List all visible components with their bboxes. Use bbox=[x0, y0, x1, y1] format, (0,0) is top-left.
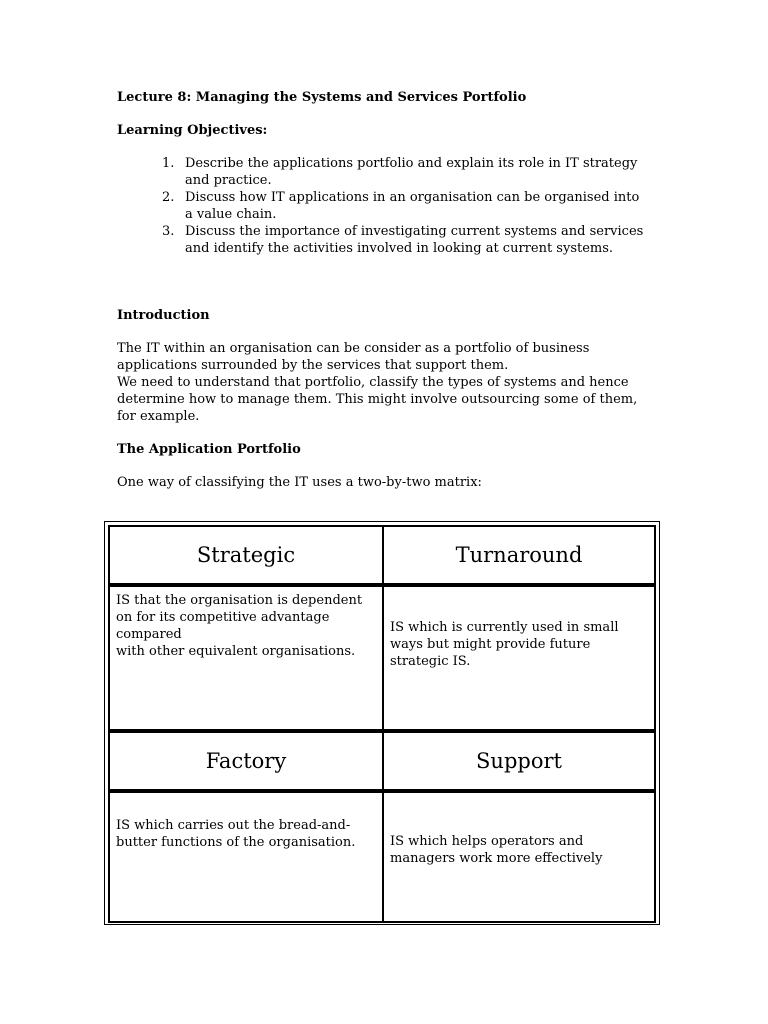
support-title: Support bbox=[476, 749, 562, 773]
list-item-number: 3. bbox=[162, 224, 175, 239]
introduction-line-1: The IT within an organisation can be consider as a portfolio of business applications surrounded by the services that support them. bbox=[117, 341, 590, 373]
list-item-text: Describe the applications portfolio and explain its role in IT strategy and practice. bbox=[185, 156, 638, 188]
list-item bbox=[150, 189, 650, 223]
turnaround-title: Turnaround bbox=[455, 543, 583, 567]
strategic-description-cell bbox=[108, 585, 384, 731]
strategic-title: Strategic bbox=[196, 543, 296, 567]
factory-title: Factory bbox=[205, 749, 287, 773]
list-item bbox=[150, 223, 650, 257]
list-item bbox=[150, 155, 650, 189]
turnaround-header-cell bbox=[382, 525, 656, 585]
list-item-text: Discuss the importance of investigating current systems and services and identify the activities involved in looking at current systems. bbox=[185, 224, 644, 256]
list-item-text: Discuss how IT applications in an organisation can be organised into a value chain. bbox=[185, 190, 640, 222]
factory-description: IS which carries out the bread-and-butter functions of the organisation. bbox=[116, 818, 356, 850]
application-portfolio-lead: One way of classifying the IT uses a two-by-two matrix: bbox=[117, 475, 482, 490]
portfolio-matrix bbox=[104, 521, 660, 925]
support-description-cell bbox=[382, 791, 656, 923]
strategic-description-line-1: IS that the organisation is dependent on for its competitive advantage compared bbox=[116, 593, 363, 642]
list-item-number: 1. bbox=[162, 156, 175, 171]
factory-description-cell bbox=[108, 791, 384, 923]
application-portfolio-heading: The Application Portfolio bbox=[117, 442, 301, 457]
objectives-list bbox=[150, 155, 650, 257]
support-description: IS which helps operators and managers work more effectively bbox=[390, 834, 603, 866]
turnaround-description: IS which is currently used in small ways but might provide future strategic IS. bbox=[390, 619, 619, 669]
list-item-number: 2. bbox=[162, 190, 175, 205]
factory-header-cell bbox=[108, 731, 384, 791]
introduction-paragraph bbox=[117, 340, 657, 425]
objectives-heading: Learning Objectives: bbox=[117, 123, 268, 138]
introduction-line-2: We need to understand that portfolio, classify the types of systems and hence determine how to manage them. This might involve outsourcing some of them, for example. bbox=[117, 375, 638, 424]
strategic-description-line-2: with other equivalent organisations. bbox=[116, 644, 356, 659]
turnaround-description-cell bbox=[382, 585, 656, 731]
strategic-header-cell bbox=[108, 525, 384, 585]
lecture-title: Lecture 8: Managing the Systems and Services Portfolio bbox=[117, 90, 527, 105]
support-header-cell bbox=[382, 731, 656, 791]
introduction-heading: Introduction bbox=[117, 308, 210, 323]
